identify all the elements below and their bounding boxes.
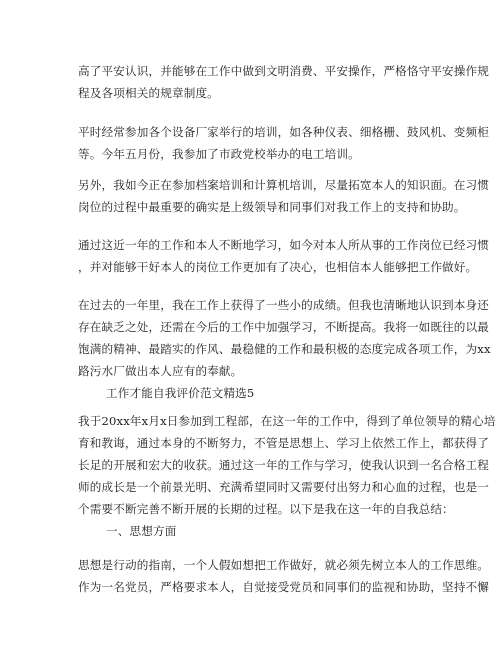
paragraph-1-line-1: 高了平安认识，并能够在工作中做到文明消费、平安操作，严格恪守平安操作规 <box>78 64 490 78</box>
paragraph-6-line-3: 长足的开展和宏大的收获。通过这一年的工作与学习，使我认识到一名合格工程 <box>78 458 490 472</box>
paragraph-4-line-2: ，并对能够干好本人的岗位工作更加有了决心，也相信本人能够把工作做好。 <box>78 260 478 274</box>
paragraph-5-line-1: 在过去的一年里，我在工作上获得了一些小的成绩。但我也清晰地认识到本身还 <box>78 298 490 312</box>
paragraph-6-line-4: 师的成长是一个前景光明、充满希望同时又需要付出努力和心血的过程，也是一 <box>78 480 490 494</box>
paragraph-5-line-3: 饱满的精神、最踏实的作风、最稳健的工作和最积极的态度完成各项工作，为xx <box>78 342 491 356</box>
paragraph-2-line-1: 平时经常参加各个设备厂家举行的培训，如各种仪表、细格栅、鼓风机、变频柜 <box>78 125 490 139</box>
section-heading: 工作才能自我评价范文精选5 <box>106 386 255 400</box>
paragraph-5-line-4: 路污水厂做出本人应有的奉献。 <box>78 364 243 378</box>
paragraph-4-line-1: 通过这近一年的工作和本人不断地学习，如今对本人所从事的工作岗位已经习惯 <box>78 238 490 252</box>
paragraph-5-line-2: 存在缺乏之处，还需在今后的工作中加强学习，不断提高。我将一如既往的以最 <box>78 320 490 334</box>
paragraph-1-line-2: 程及各项相关的规章制度。 <box>78 86 219 100</box>
paragraph-6-line-1: 我于20xx年x月x日参加到工程部，在这一年的工作中，得到了单位领导的精心培 <box>78 414 496 428</box>
paragraph-6-line-2: 育和教诲，通过本身的不断努力，不管是思想上、学习上依然工作上，都获得了 <box>78 436 490 450</box>
paragraph-2-line-2: 等。今年五月份，我参加了市政党校举办的电工培训。 <box>78 147 360 161</box>
paragraph-6-line-5: 个需要不断完善不断开展的长期的过程。以下是我在这一年的自我总结： <box>78 502 454 516</box>
subsection-heading: 一、思想方面 <box>106 524 177 538</box>
paragraph-7-line-2: 作为一名党员，严格要求本人，自觉接受党员和同事们的监视和协助，坚持不懈 <box>78 580 490 594</box>
paragraph-7-line-1: 思想是行动的指南，一个人假如想把工作做好，就必须先树立本人的工作思维。 <box>78 558 490 572</box>
paragraph-3-line-1: 另外，我如今正在参加档案培训和计算机培训，尽量拓宽本人的知识面。在习惯 <box>78 178 490 192</box>
paragraph-3-line-2: 岗位的过程中最重要的确实是上级领导和同事们对我工作上的支持和协助。 <box>78 200 466 214</box>
